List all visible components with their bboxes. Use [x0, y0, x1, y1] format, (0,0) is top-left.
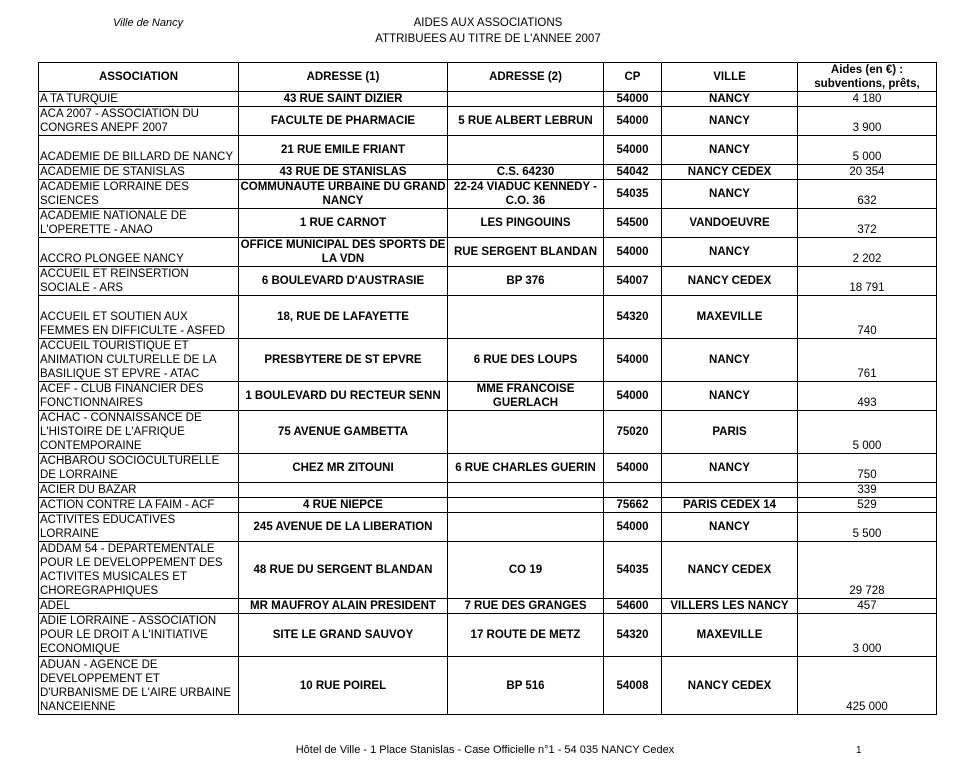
cell-ville: NANCY	[662, 92, 798, 107]
cell-ville: PARIS CEDEX 14	[662, 498, 798, 513]
cell-ville: PARIS	[662, 411, 798, 454]
cell-adresse2: MME FRANCOISE GUERLACH	[448, 382, 604, 411]
cell-adresse2: 6 RUE DES LOUPS	[448, 339, 604, 382]
cell-cp: 54000	[604, 107, 662, 136]
cell-adresse2: RUE SERGENT BLANDAN	[448, 238, 604, 267]
cell-cp: 54007	[604, 267, 662, 296]
table-row	[39, 454, 937, 483]
cell-cp: 54000	[604, 136, 662, 165]
cell-montant: 20 354	[798, 165, 937, 180]
cell-montant: 750	[798, 454, 937, 483]
cell-adresse2	[448, 296, 604, 339]
cell-ville: NANCY	[662, 339, 798, 382]
cell-adresse2	[448, 498, 604, 513]
cell-adresse2	[448, 411, 604, 454]
cell-ville: NANCY	[662, 454, 798, 483]
cell-adresse2: BP 376	[448, 267, 604, 296]
table-row	[39, 339, 937, 382]
cell-adresse2: 5 RUE ALBERT LEBRUN	[448, 107, 604, 136]
cell-adresse1: OFFICE MUNICIPAL DES SPORTS DE LA VDN	[239, 238, 448, 267]
column-header-aides: Aides (en €) : subventions, prêts,	[798, 63, 937, 92]
cell-ville: NANCY CEDEX	[662, 657, 798, 715]
cell-ville: NANCY CEDEX	[662, 542, 798, 599]
cell-montant: 529	[798, 498, 937, 513]
cell-adresse1: FACULTE DE PHARMACIE	[239, 107, 448, 136]
cell-adresse1: 48 RUE DU SERGENT BLANDAN	[239, 542, 448, 599]
cell-association: ACADEMIE LORRAINE DES SCIENCES	[39, 180, 239, 209]
table-row	[39, 657, 937, 715]
cell-association: ACHBAROU SOCIOCULTURELLE DE LORRAINE	[39, 454, 239, 483]
cell-association: A TA TURQUIE	[39, 92, 239, 107]
cell-adresse2	[448, 136, 604, 165]
column-header-adresse1: ADRESSE (1)	[239, 63, 448, 92]
cell-montant: 5 000	[798, 411, 937, 454]
cell-association: ACADEMIE DE BILLARD DE NANCY	[39, 136, 239, 165]
column-header-ville: VILLE	[662, 63, 798, 92]
cell-ville: VANDOEUVRE	[662, 209, 798, 238]
cell-montant: 4 180	[798, 92, 937, 107]
cell-cp: 75662	[604, 498, 662, 513]
cell-adresse1: 245 AVENUE DE LA LIBERATION	[239, 513, 448, 542]
cell-montant: 339	[798, 483, 937, 498]
cell-association: ACADEMIE DE STANISLAS	[39, 165, 239, 180]
cell-cp: 54600	[604, 599, 662, 614]
cell-association: ACCUEIL TOURISTIQUE ET ANIMATION CULTURELLE DE LA BASILIQUE ST EPVRE - ATAC	[39, 339, 239, 382]
cell-adresse2	[448, 513, 604, 542]
table-header-row	[39, 63, 937, 92]
cell-association: ACA 2007 - ASSOCIATION DU CONGRES ANEPF 2007	[39, 107, 239, 136]
cell-adresse1: 4 RUE NIEPCE	[239, 498, 448, 513]
cell-cp: 54320	[604, 296, 662, 339]
cell-montant: 457	[798, 599, 937, 614]
table-row	[39, 136, 937, 165]
cell-association: ADEL	[39, 599, 239, 614]
cell-montant: 18 791	[798, 267, 937, 296]
table-row	[39, 107, 937, 136]
cell-montant: 425 000	[798, 657, 937, 715]
cell-association: ADIE LORRAINE - ASSOCIATION POUR LE DROIT A L'INITIATIVE ECONOMIQUE	[39, 614, 239, 657]
cell-association: ADUAN - AGENCE DE DEVELOPPEMENT ET D'URBANISME DE L'AIRE URBAINE NANCEIENNE	[39, 657, 239, 715]
cell-cp: 54042	[604, 165, 662, 180]
cell-cp: 54000	[604, 92, 662, 107]
cell-ville: NANCY	[662, 513, 798, 542]
cell-ville	[662, 483, 798, 498]
cell-adresse2	[448, 483, 604, 498]
cell-ville: NANCY	[662, 107, 798, 136]
subsidies-table	[38, 62, 937, 715]
cell-ville: MAXEVILLE	[662, 614, 798, 657]
table-body	[39, 92, 937, 715]
table-row	[39, 382, 937, 411]
table-row	[39, 209, 937, 238]
cell-adresse2: 6 RUE CHARLES GUERIN	[448, 454, 604, 483]
table-row	[39, 411, 937, 454]
column-header-adresse2: ADRESSE (2)	[448, 63, 604, 92]
cell-adresse1: MR MAUFROY ALAIN PRESIDENT	[239, 599, 448, 614]
cell-cp: 54000	[604, 339, 662, 382]
cell-adresse1: 43 RUE DE STANISLAS	[239, 165, 448, 180]
cell-adresse2: BP 516	[448, 657, 604, 715]
column-header-cp: CP	[604, 63, 662, 92]
cell-cp: 54320	[604, 614, 662, 657]
table-row	[39, 614, 937, 657]
footer-address: Hôtel de Ville - 1 Place Stanislas - Case Officielle n°1 - 54 035 NANCY Cedex	[295, 744, 675, 756]
cell-adresse1: 43 RUE SAINT DIZIER	[239, 92, 448, 107]
table-row	[39, 296, 937, 339]
cell-montant: 3 900	[798, 107, 937, 136]
cell-adresse1: 10 RUE POIREL	[239, 657, 448, 715]
cell-adresse1: 1 RUE CARNOT	[239, 209, 448, 238]
cell-adresse1: SITE LE GRAND SAUVOY	[239, 614, 448, 657]
cell-association: ACCUEIL ET SOUTIEN AUX FEMMES EN DIFFICULTE - ASFED	[39, 296, 239, 339]
cell-montant: 5 000	[798, 136, 937, 165]
table-row	[39, 498, 937, 513]
cell-adresse1	[239, 483, 448, 498]
cell-adresse1: 75 AVENUE GAMBETTA	[239, 411, 448, 454]
cell-ville: VILLERS LES NANCY	[662, 599, 798, 614]
cell-montant: 5 500	[798, 513, 937, 542]
cell-adresse2: 17 ROUTE DE METZ	[448, 614, 604, 657]
cell-ville: NANCY	[662, 238, 798, 267]
cell-adresse1: 6 BOULEVARD D'AUSTRASIE	[239, 267, 448, 296]
cell-cp: 54035	[604, 180, 662, 209]
cell-association: ACADEMIE NATIONALE DE L'OPERETTE - ANAO	[39, 209, 239, 238]
table-row	[39, 92, 937, 107]
cell-cp: 54000	[604, 454, 662, 483]
cell-adresse1: 1 BOULEVARD DU RECTEUR SENN	[239, 382, 448, 411]
cell-adresse2: LES PINGOUINS	[448, 209, 604, 238]
cell-ville: NANCY	[662, 180, 798, 209]
cell-adresse1: COMMUNAUTE URBAINE DU GRAND NANCY	[240, 181, 446, 207]
cell-ville: NANCY	[662, 136, 798, 165]
cell-association: ADDAM 54 - DEPARTEMENTALE POUR LE DEVELOPPEMENT DES ACTIVITES MUSICALES ET CHOREGRAPHIQUES	[39, 542, 239, 599]
cell-association: ACCRO PLONGEE NANCY	[39, 238, 239, 267]
cell-adresse1: 21 RUE EMILE FRIANT	[239, 136, 448, 165]
column-header-association: ASSOCIATION	[39, 63, 239, 92]
table-row	[39, 267, 937, 296]
cell-ville: NANCY CEDEX	[662, 267, 798, 296]
cell-association: ACTIVITES EDUCATIVES LORRAINE	[39, 513, 239, 542]
cell-cp: 54008	[604, 657, 662, 715]
cell-adresse2: CO 19	[448, 542, 604, 599]
cell-ville: MAXEVILLE	[662, 296, 798, 339]
cell-ville: NANCY CEDEX	[662, 165, 798, 180]
cell-montant: 372	[798, 209, 937, 238]
cell-montant: 3 000	[798, 614, 937, 657]
cell-association: ACHAC - CONNAISSANCE DE L'HISTOIRE DE L'AFRIQUE CONTEMPORAINE	[39, 411, 239, 454]
cell-adresse1: PRESBYTERE DE ST EPVRE	[239, 339, 448, 382]
table-row	[39, 180, 937, 209]
cell-adresse1: CHEZ MR ZITOUNI	[239, 454, 448, 483]
cell-cp: 54000	[604, 382, 662, 411]
cell-cp: 54000	[604, 238, 662, 267]
table-row	[39, 165, 937, 180]
city-label: Ville de Nancy	[113, 17, 184, 29]
cell-montant: 493	[798, 382, 937, 411]
cell-association: ACIER DU BAZAR	[39, 483, 239, 498]
cell-association: ACEF - CLUB FINANCIER DES FONCTIONNAIRES	[39, 382, 239, 411]
cell-cp: 54000	[604, 513, 662, 542]
cell-cp	[604, 483, 662, 498]
cell-montant: 632	[798, 180, 937, 209]
table-row	[39, 483, 937, 498]
cell-adresse2	[448, 92, 604, 107]
cell-cp: 54500	[604, 209, 662, 238]
document-title: AIDES AUX ASSOCIATIONS	[413, 17, 563, 29]
document-subtitle: ATTRIBUEES AU TITRE DE L'ANNEE 2007	[375, 33, 601, 45]
table-row	[39, 238, 937, 267]
table-row	[39, 542, 937, 599]
page-number: 1	[856, 745, 862, 756]
cell-montant: 29 728	[798, 542, 937, 599]
cell-association: ACCUEIL ET REINSERTION SOCIALE - ARS	[39, 267, 239, 296]
cell-cp: 54035	[604, 542, 662, 599]
cell-adresse2: C.S. 64230	[448, 165, 604, 180]
cell-ville: NANCY	[662, 382, 798, 411]
cell-montant: 740	[798, 296, 937, 339]
cell-adresse1: 18, RUE DE LAFAYETTE	[239, 296, 448, 339]
cell-association: ACTION CONTRE LA FAIM - ACF	[39, 498, 239, 513]
cell-adresse2: 7 RUE DES GRANGES	[448, 599, 604, 614]
cell-cp: 75020	[604, 411, 662, 454]
cell-montant: 761	[798, 339, 937, 382]
table-row	[39, 513, 937, 542]
cell-adresse2: 22-24 VIADUC KENNEDY - C.O. 36	[448, 180, 604, 209]
table-row	[39, 599, 937, 614]
cell-montant: 2 202	[798, 238, 937, 267]
